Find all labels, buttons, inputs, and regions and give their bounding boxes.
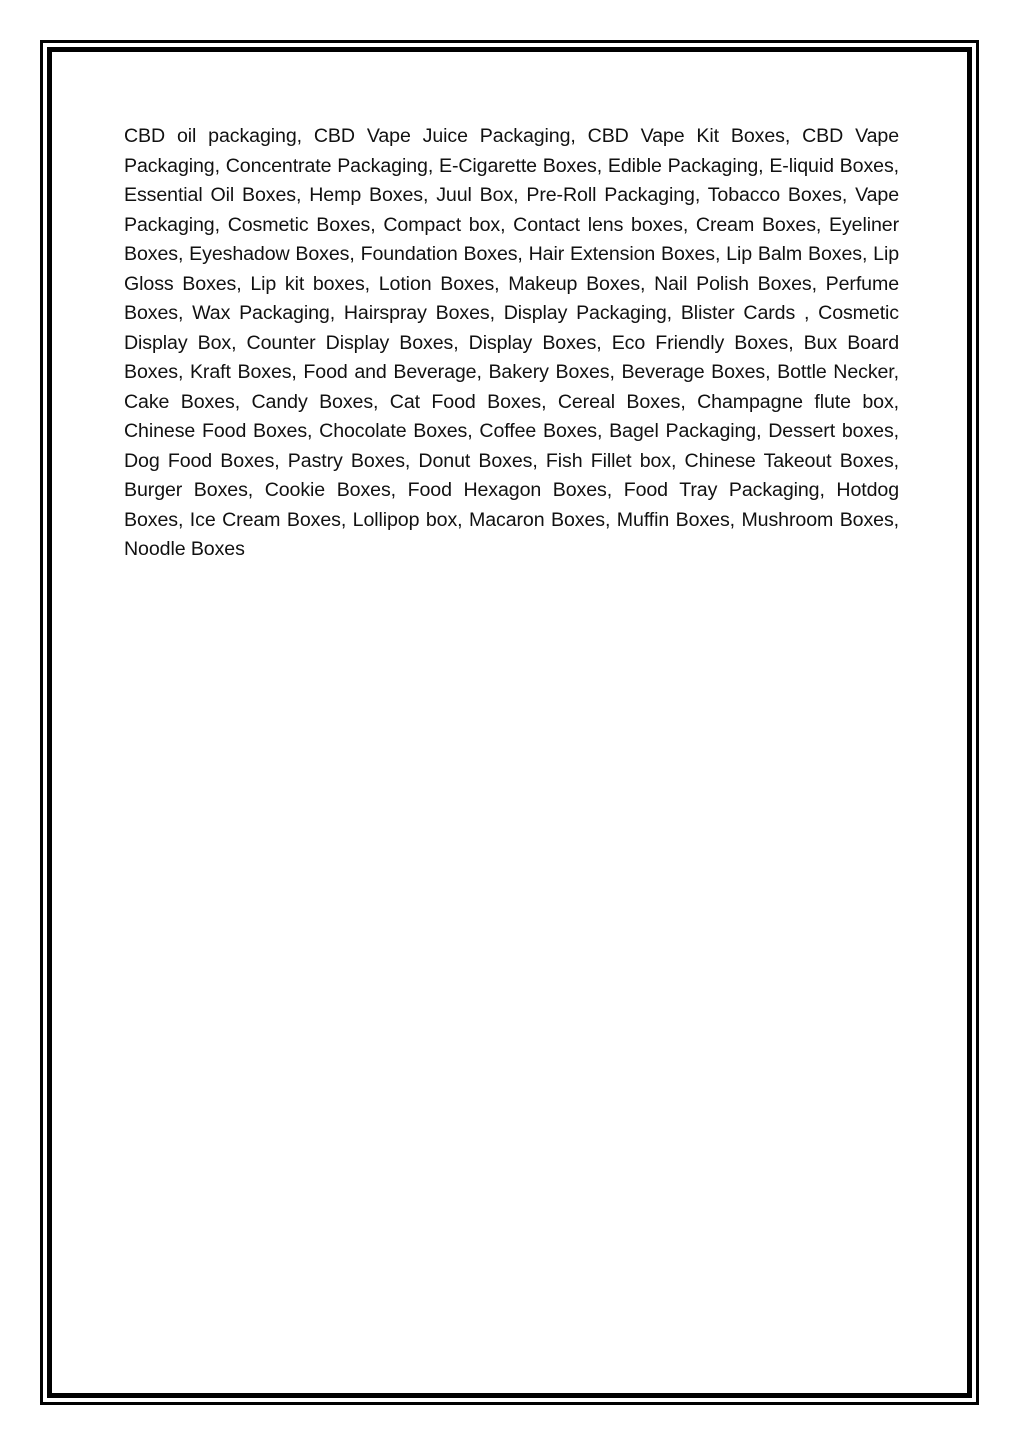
body-paragraph: CBD oil packaging, CBD Vape Juice Packaging, CBD Vape Kit Boxes, CBD Vape Packaging, Concentrate Packaging, E-Cigarette Boxes, Edible Packaging, E-liquid Boxes, Essential Oil Boxes, Hemp Boxes, Juul Box, Pre-Roll Packaging, Tobacco Boxes, Vape Packaging, Cosmetic Boxes, Compact box, Contact lens boxes, Cream Boxes, Eyeliner Boxes, Eyeshadow Boxes, Foundation Boxes, Hair Extension Boxes, Lip Balm Boxes, Lip Gloss Boxes, Lip kit boxes, Lotion Boxes, Makeup Boxes, Nail Polish Boxes, Perfume Boxes, Wax Packaging, Hairspray Boxes, Display Packaging, Blister Cards , Cosmetic Display Box, Counter Display Boxes, Display Boxes, Eco Friendly Boxes, Bux Board Boxes, Kraft Boxes, Food and Beverage, Bakery Boxes, Beverage Boxes, Bottle Necker, Cake Boxes, Candy Boxes, Cat Food Boxes, Cereal Boxes, Champagne flute box, Chinese Food Boxes, Chocolate Boxes, Coffee Boxes, Bagel Packaging, Dessert boxes, Dog Food Boxes, Pastry Boxes, Donut Boxes, Fish Fillet box, Chinese Takeout Boxes, Burger Boxes, Cookie Boxes, Food Hexagon Boxes, Food Tray Packaging, Hotdog Boxes, Ice Cream Boxes, Lollipop box, Macaron Boxes, Muffin Boxes, Mushroom Boxes, Noodle Boxes [124, 125, 899, 560]
